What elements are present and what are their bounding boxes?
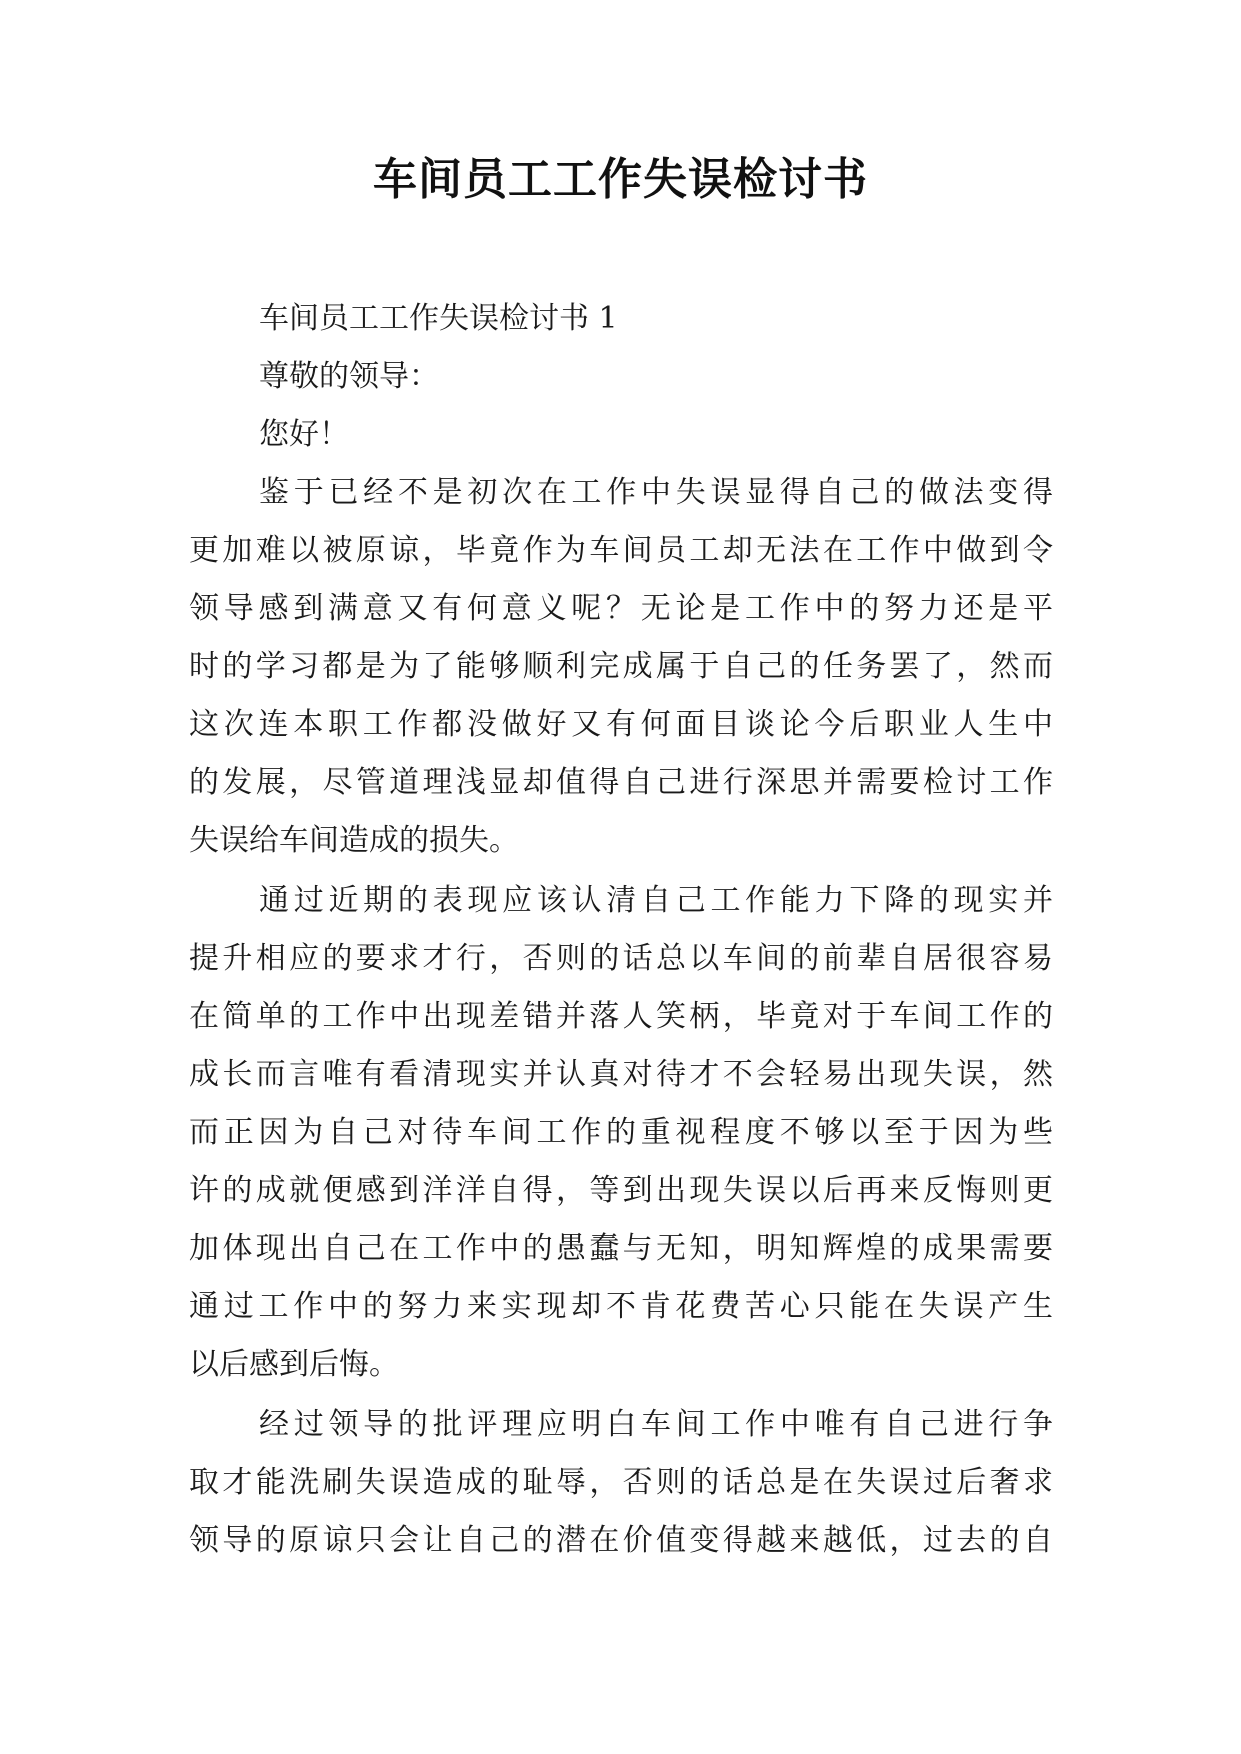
paragraph-line: 成长而言唯有看清现实并认真对待才不会轻易出现失误，然	[189, 1057, 1053, 1092]
document-body	[189, 290, 1053, 1570]
paragraph-line: 领导的原谅只会让自己的潜在价值变得越来越低，过去的自	[189, 1523, 1053, 1558]
paragraph-line: 提升相应的要求才行，否则的话总以车间的前辈自居很容易	[189, 941, 1053, 976]
paragraph-line: 取才能洗刷失误造成的耻辱，否则的话总是在失误过后奢求	[189, 1465, 1053, 1500]
paragraph-line: 鉴于已经不是初次在工作中失误显得自己的做法变得	[259, 475, 1053, 510]
document-title: 车间员工工作失误检讨书	[373, 154, 868, 205]
paragraph-2	[189, 872, 1053, 1394]
paragraph-line: 更加难以被原谅，毕竟作为车间员工却无法在工作中做到令	[189, 533, 1053, 568]
paragraph-line: 许的成就便感到洋洋自得，等到出现失误以后再来反悔则更	[189, 1173, 1053, 1208]
section-heading: 车间员工工作失误检讨书 1	[259, 301, 618, 336]
paragraph-line: 经过领导的批评理应明白车间工作中唯有自己进行争	[259, 1407, 1053, 1442]
paragraph-line: 在简单的工作中出现差错并落人笑柄，毕竟对于车间工作的	[189, 999, 1053, 1034]
paragraph-3	[189, 1396, 1053, 1570]
paragraph-line: 而正因为自己对待车间工作的重视程度不够以至于因为些	[189, 1115, 1053, 1150]
paragraph-line: 的发展，尽管道理浅显却值得自己进行深思并需要检讨工作	[189, 765, 1053, 800]
paragraph-line: 加体现出自己在工作中的愚蠢与无知，明知辉煌的成果需要	[189, 1231, 1053, 1266]
paragraph-1	[189, 464, 1053, 870]
paragraph-line: 时的学习都是为了能够顺利完成属于自己的任务罢了，然而	[189, 649, 1053, 684]
paragraph-line: 领导感到满意又有何意义呢？无论是工作中的努力还是平	[189, 591, 1053, 626]
paragraph-line: 这次连本职工作都没做好又有何面目谈论今后职业人生中	[189, 707, 1053, 742]
paragraph-line: 以后感到后悔。	[189, 1347, 399, 1382]
paragraph-line: 失误给车间造成的损失。	[189, 823, 519, 858]
salutation: 尊敬的领导：	[259, 359, 439, 394]
paragraph-line: 通过工作中的努力来实现却不肯花费苦心只能在失误产生	[189, 1289, 1053, 1324]
greeting: 您好！	[259, 417, 349, 452]
paragraph-line: 通过近期的表现应该认清自己工作能力下降的现实并	[259, 883, 1053, 918]
